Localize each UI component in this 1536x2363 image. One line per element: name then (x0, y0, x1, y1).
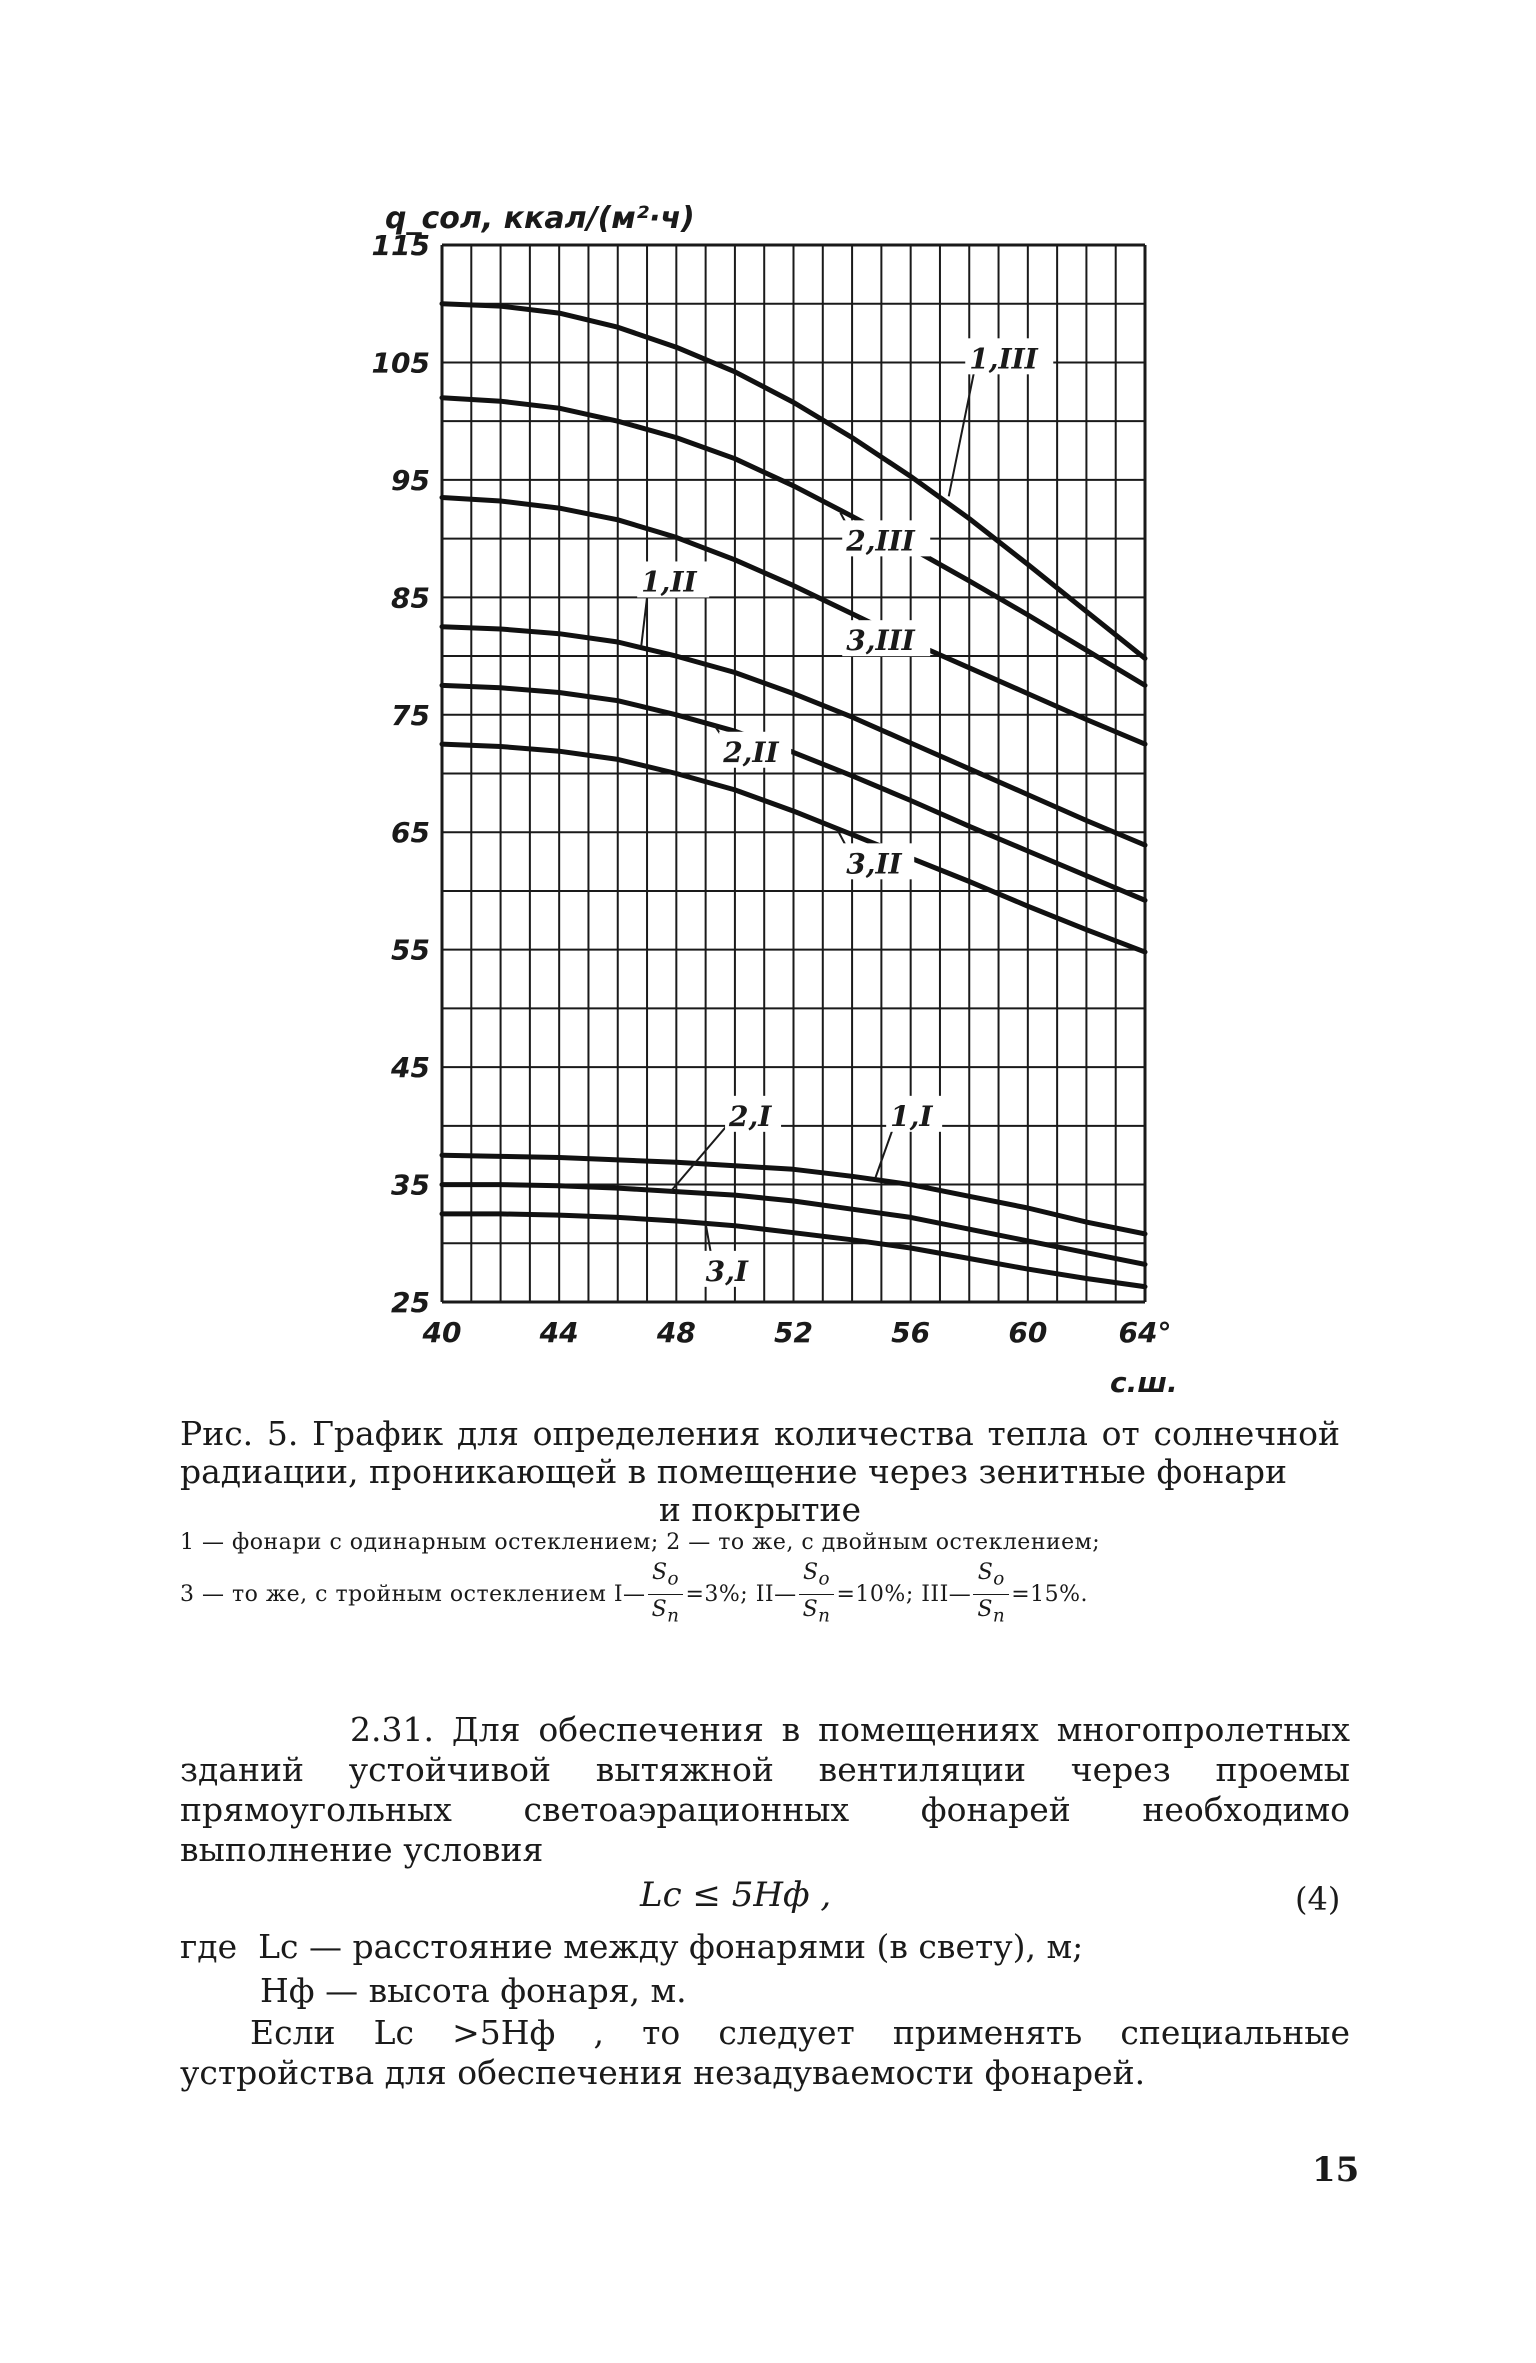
closing-sentence: Если Lс >5Hф , то следует применять специальные устройства для обеспечения незадуваемости фонарей. (180, 2013, 1350, 2092)
where-word: где (180, 1927, 238, 1966)
y-tick-label: 25 (391, 1286, 430, 1319)
formula-number: (4) (1295, 1880, 1341, 1918)
ratio-fraction (648, 1558, 684, 1632)
page-number: 15 (1312, 2150, 1360, 2190)
definitions (180, 1925, 1350, 2093)
curve-label-1,II: 1,II (641, 565, 697, 599)
y-tick-label: 105 (371, 346, 430, 380)
x-tick-label: 44 (539, 1316, 579, 1349)
chart-title: q_сол, ккал/(м²·ч) (385, 201, 695, 236)
x-axis-label: с.ш. (1110, 1366, 1178, 1399)
legend-item-2-suffix: =10%; (836, 1581, 914, 1607)
y-tick-label: 85 (391, 581, 430, 615)
x-tick-label: 48 (656, 1316, 696, 1349)
y-tick-label: 45 (391, 1051, 430, 1085)
formula-4: Lс ≤ 5Hф , (640, 1875, 832, 1915)
legend-item-1-suffix: =3%; (685, 1581, 749, 1607)
ratio-fraction: $\frac{S_о}{S_п}$ (973, 1558, 1009, 1632)
curve-label-1,I: 1,I (890, 1099, 933, 1133)
y-tick-label: 115 (371, 229, 430, 262)
curve-label-3,I: 3,I (705, 1254, 748, 1288)
legend-text-2: 3 — то же, с тройным остеклением (180, 1581, 607, 1607)
frac-num: S (651, 1560, 668, 1585)
frac-den-sub: п (667, 1605, 680, 1627)
y-tick-label: 65 (391, 816, 430, 850)
y-tick-label: 55 (391, 933, 430, 967)
curve-label-3,III: 3,III (846, 624, 915, 658)
frac-num-sub: о (667, 1568, 680, 1590)
legend-line-2 (180, 1558, 1350, 1632)
x-tick-label: 64° (1118, 1316, 1172, 1349)
paragraph-2-31 (180, 1710, 1350, 1870)
frac-den: S (651, 1597, 668, 1623)
caption-line-2: и покрытие (658, 1490, 862, 1529)
legend-item-2-prefix: II— (755, 1581, 797, 1607)
curve-label-2,II: 2,II (723, 735, 779, 769)
legend-item-3-prefix: III— (921, 1581, 972, 1607)
figure-caption (180, 1415, 1340, 1529)
y-tick-label: 95 (391, 463, 430, 497)
paragraph-number: 2.31. (350, 1710, 434, 1749)
figure-legend (180, 1528, 1350, 1632)
x-tick-labels (422, 1316, 1172, 1349)
ratio-fraction: $\frac{S_о}{S_п}$ (799, 1558, 835, 1632)
x-tick-label: 56 (891, 1316, 931, 1349)
curve-label-1,III: 1,III (969, 342, 1038, 376)
legend-item-1-prefix: I— (613, 1581, 646, 1607)
curve-label-2,III: 2,III (846, 524, 915, 558)
legend-line-1: 1 — фонари с одинарным остеклением; 2 — то же, с двойным остеклением; (180, 1530, 1101, 1555)
curve-label-2,I: 2,I (729, 1099, 772, 1133)
x-tick-label: 40 (422, 1316, 462, 1349)
x-tick-label: 52 (774, 1316, 813, 1349)
definition-1: где Lс — расстояние между фонарями (в свету), м; (180, 1927, 1084, 1966)
x-tick-label: 60 (1008, 1316, 1048, 1349)
definition-2: Hф — высота фонаря, м. (260, 1971, 687, 2010)
curve-label-3,II: 3,II (846, 847, 902, 881)
legend-item-3-suffix: =15%. (1011, 1581, 1089, 1607)
y-tick-labels (372, 229, 430, 1319)
leader-line (949, 356, 978, 496)
paragraph-text: Для обеспечения в помещениях многопролетных зданий устойчивой вытяжной вентиляции через проемы прямоугольных светоаэрационных фонарей необходимо выполнение условия (180, 1710, 1350, 1869)
y-tick-label: 35 (391, 1168, 430, 1202)
y-tick-label: 75 (391, 698, 430, 732)
caption-line-1: Рис. 5. График для определения количества тепла от солнечной радиации, проникающей в помещение через зенитные фонари (180, 1414, 1340, 1491)
